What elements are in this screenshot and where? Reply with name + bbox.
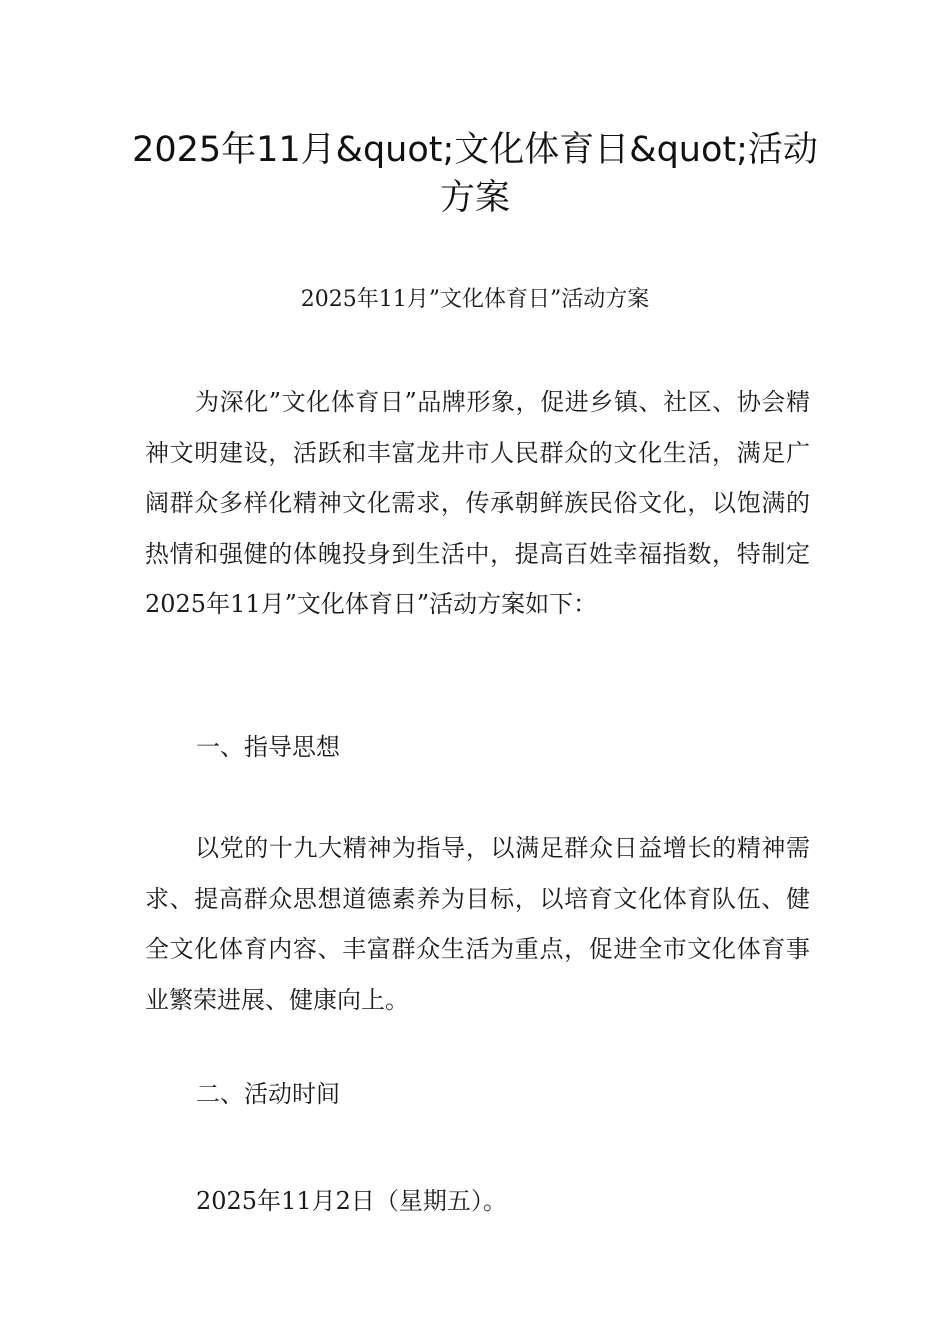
section-body-guiding-ideology: 以党的十九大精神为指导，以满足群众日益增长的精神需求、提高群众思想道德素养为目标，以培育文化体育队伍、健全文化体育内容、丰富群众生活为重点，促进全市文化体育事业繁荣进展、健康向上。 xyxy=(145,834,810,1014)
section-heading-guiding-ideology: 一、指导思想 xyxy=(196,733,340,761)
section-heading-activity-time: 二、活动时间 xyxy=(196,1080,340,1108)
intro-paragraph: 为深化”文化体育日”品牌形象，促进乡镇、社区、协会精神文明建设，活跃和丰富龙井市人民群众的文化生活，满足广阔群众多样化精神文化需求，传承朝鲜族民俗文化，以饱满的热情和强健的体魄投身到生活中，提高百姓幸福指数，特制定2025年11月”文化体育日”活动方案如下： xyxy=(145,388,810,618)
document-subtitle: 2025年11月”文化体育日”活动方案 xyxy=(300,287,650,312)
section-body-activity-time: 2025年11月2日（星期五）。 xyxy=(196,1187,507,1215)
document-title: 2025年11月&quot;文化体育日&quot;活动方案 xyxy=(132,130,818,218)
